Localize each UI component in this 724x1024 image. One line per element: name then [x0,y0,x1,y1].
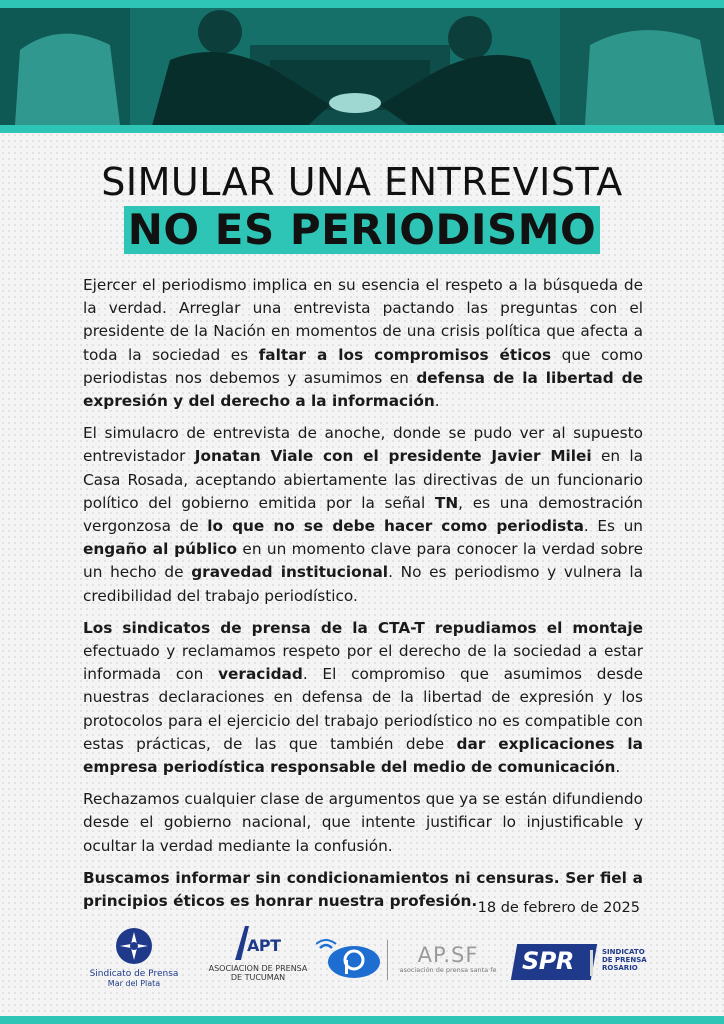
apsf-wordmark: AP.SF [417,943,479,967]
logo-prensa-p [316,938,382,982]
logo-apsf: AP.SF asociación de prensa santa fe [399,943,497,974]
paragraph-1: Ejercer el periodismo implica en su esencia el respeto a la búsqueda de la verdad. Arreglar una entrevista pactando las preguntas con el presidente de la Nación en momentos de una crisis política que afecta a toda la sociedad es faltar a los compromisos éticos que como periodistas nos debemos y asumimos en defensa de la libertad de expresión y del derecho a la información. [83,276,643,411]
top-accent-stripe [0,0,724,8]
logo-apt-tucuman: APT ASOCIACION DE PRENSA DE TUCUMAN [203,924,313,982]
handshake-photo [0,0,724,133]
logo-divider [387,940,388,980]
spr-wordmark: SPR [522,947,574,975]
logo-spr-rosario [514,944,650,984]
statement-date: 18 de febrero de 2025 [477,900,640,916]
hero-bottom-stripe [0,125,724,133]
headline-line-2: NO ES PERIODISMO [124,206,600,254]
logo-sindicato-mar-del-plata: Sindicato de Prensa Mar del Plata [84,926,184,988]
paragraph-5: Buscamos informar sin condicionamientos ni censuras. Ser fiel a principios éticos es honrar nuestra profesión. [83,868,643,911]
hero-photo [0,0,724,133]
headline-line-1: SIMULAR UNA ENTREVISTA [101,160,623,204]
p-emblem-icon [316,938,382,982]
union-logos [0,922,724,1002]
spr-caption: SINDICATO DE PRENSA ROSARIO [602,948,647,972]
paragraph-3: Los sindicatos de prensa de la CTA-T repudiamos el montaje efectuado y reclamamos respeto por el derecho de la sociedad a estar informada con veracidad. El compromiso que asumimos desde nuestras declaraciones en defensa de la libertad de expresión y los protocolos para el ejercicio del trabajo periodístico no es compatible con estas prácticas, de las que también debe dar explicaciones la empresa periodística responsable del medio de comunicación. [83,618,643,777]
mdp-emblem-icon [114,926,154,966]
paragraph-2: El simulacro de entrevista de anoche, donde se pudo ver al supuesto entrevistador Jonatan Viale con el presidente Javier Milei en la Casa Rosada, aceptando abiertamente las directivas de un funcionario político del gobierno emitida por la señal TN, es una demostración vergonzosa de lo que no se debe hacer como periodista. Es un engaño al público en un momento clave para conocer la verdad sobre un hecho de gravedad institucional. No es periodismo y vulnera la credibilidad del trabajo periodístico. [83,424,644,605]
statement-body [83,274,643,922]
paragraph-4: Rechazamos cualquier clase de argumentos que ya se están difundiendo desde el gobierno nacional, que intente justificar lo injustificable y ocultar la verdad mediante la confusión. [83,790,643,855]
apt-wordmark: APT [247,936,281,955]
bottom-accent-stripe [0,1016,724,1024]
